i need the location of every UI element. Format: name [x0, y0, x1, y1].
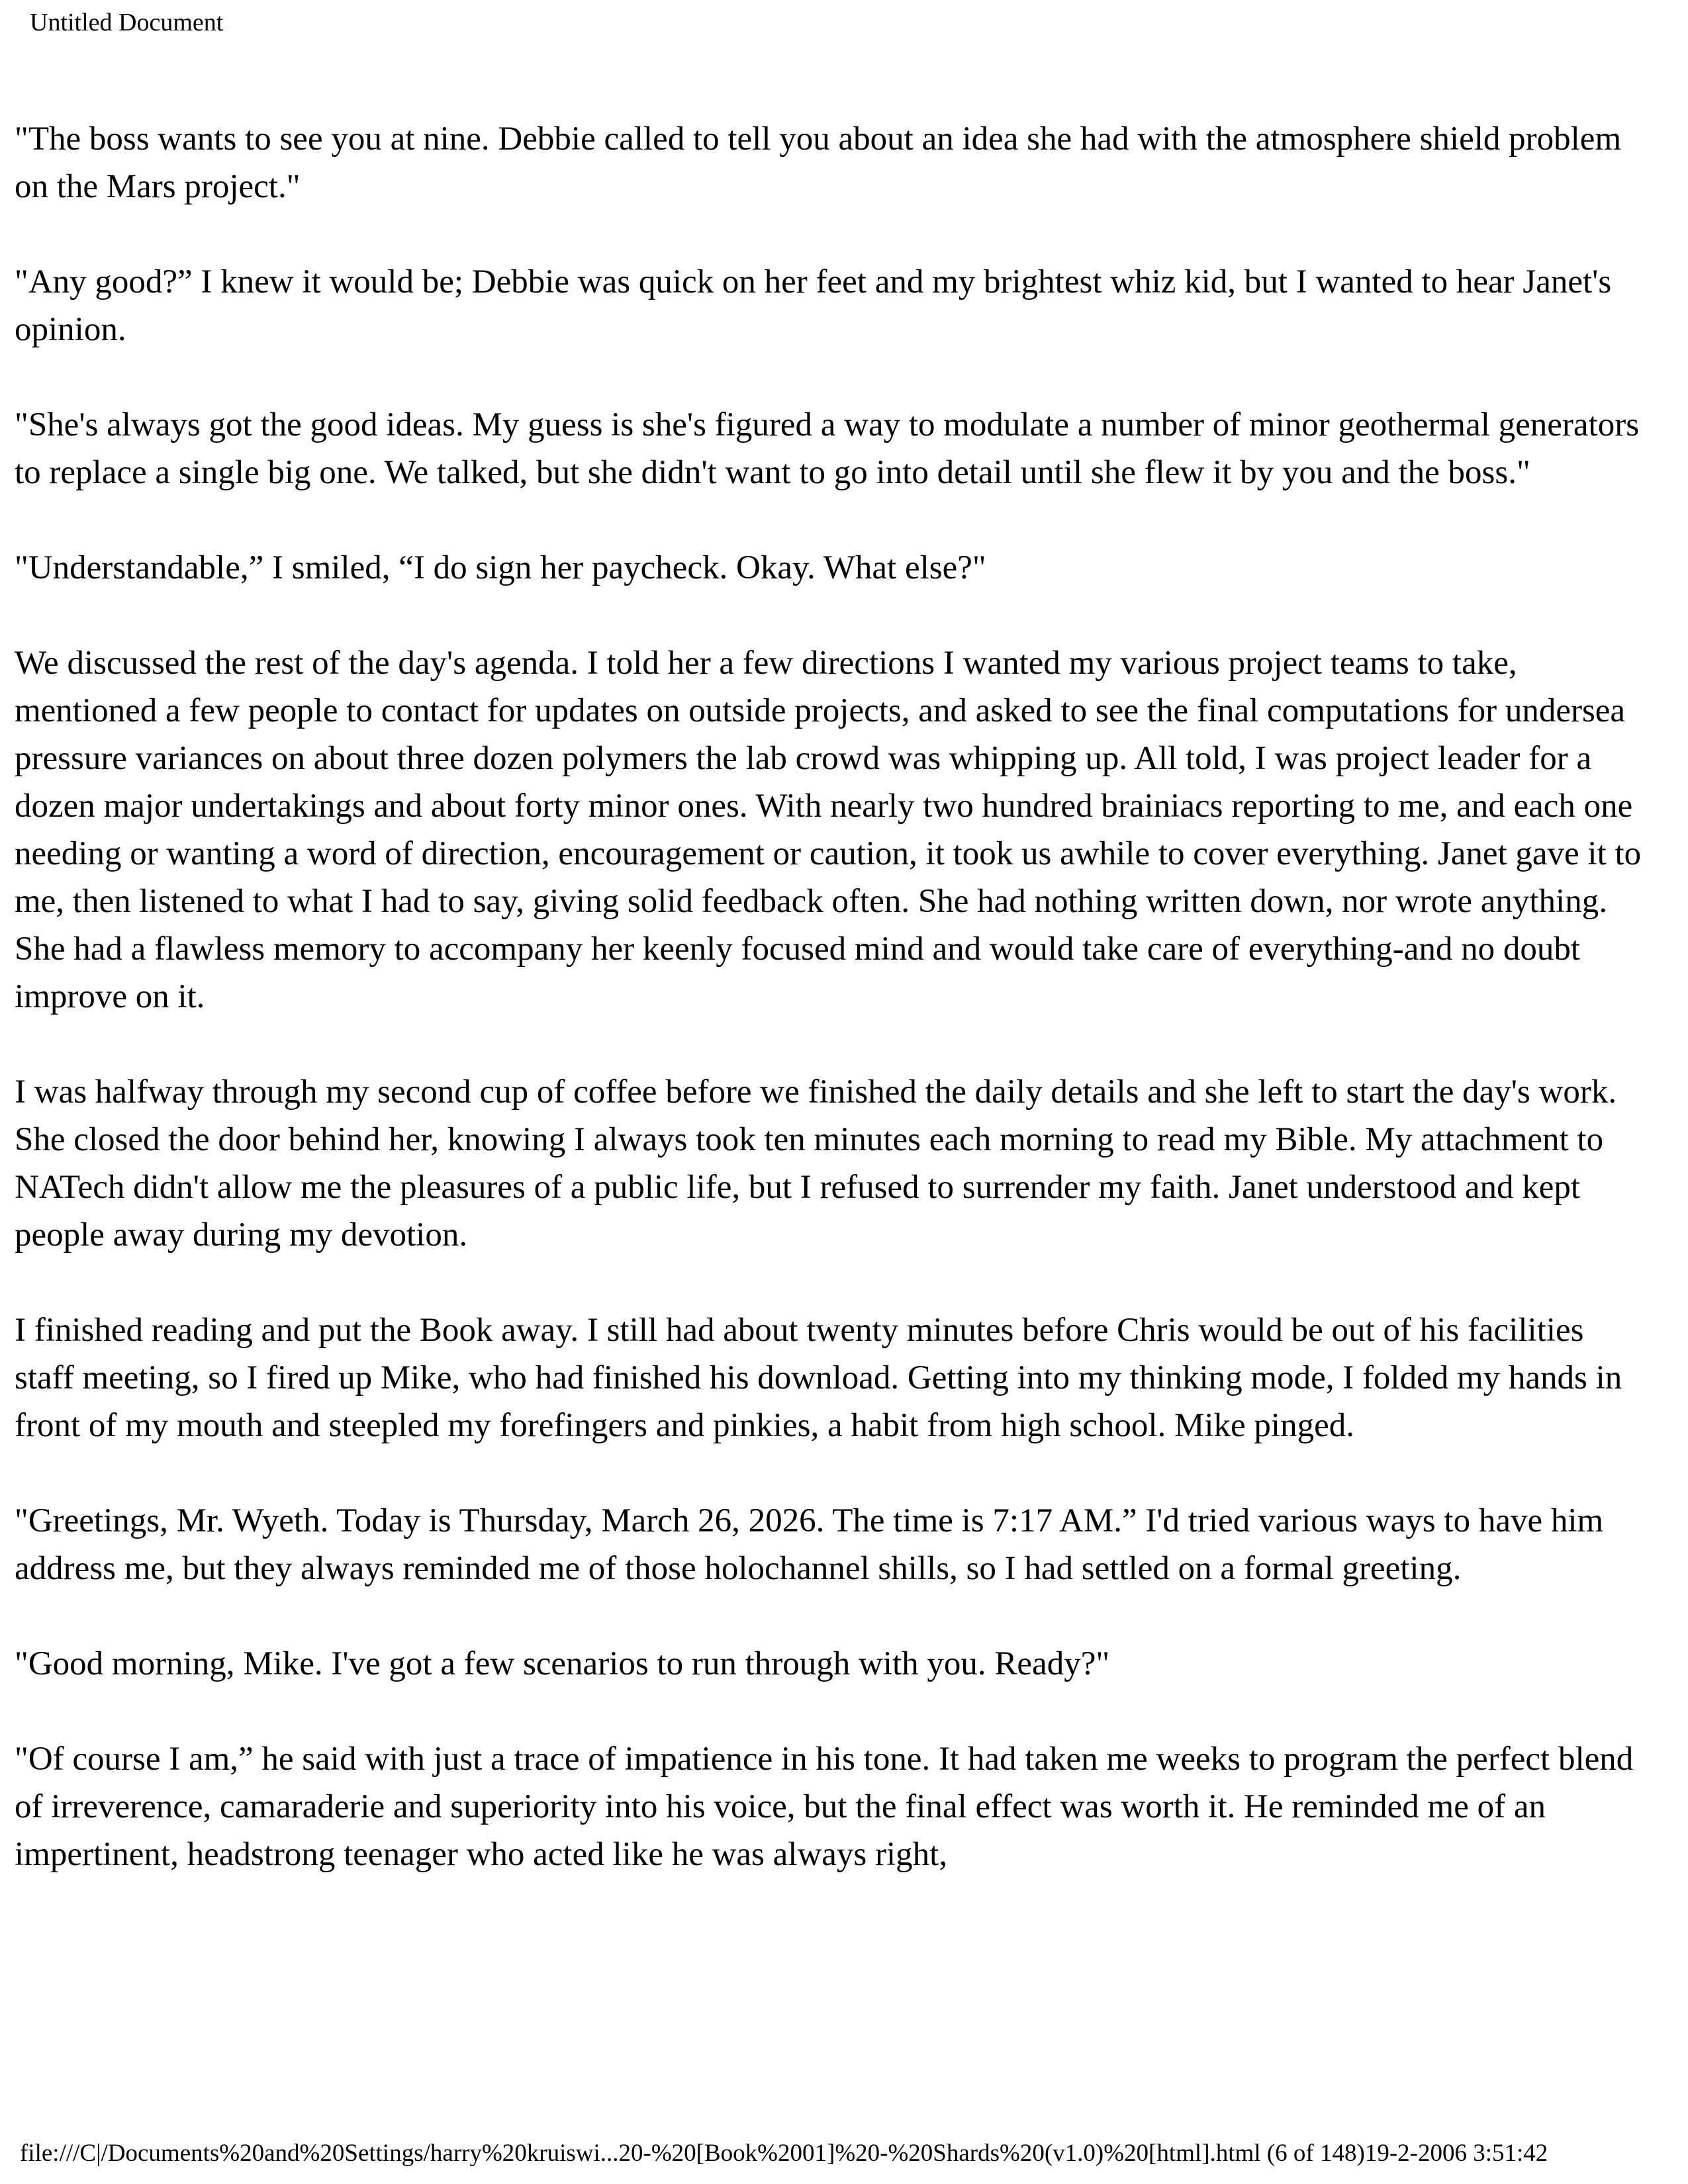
print-footer-url-and-page-info: file:///C|/Documents%20and%20Settings/harry%20kruiswi...20-%20[Book%2001]%20-%20Shards%20(v1.0)%20[html].html (6 of 148)19-2-2006 3:51:42 — [20, 2140, 1548, 2167]
paragraph: "The boss wants to see you at nine. Debbie called to tell you about an idea she had with the atmosphere shield problem on the Mars project." — [15, 120, 1622, 205]
paragraph: We discussed the rest of the day's agenda. I told her a few directions I wanted my various project teams to take, mentioned a few people to contact for updates on outside projects, and asked to see the final computations for undersea pressure variances on about three dozen polymers the lab crowd was whipping up. All told, I was project leader for a dozen major undertakings and about forty minor ones. With nearly two hundred brainiacs reporting to me, and each one needing or wanting a word of direction, encouragement or caution, it took us awhile to cover everything. Janet gave it to me, then listened to what I had to say, giving solid feedback often. She had nothing written down, nor wrote anything. She had a flawless memory to accompany her keenly focused mind and would take care of everything-and no doubt improve on it. — [15, 645, 1642, 1015]
print-header-title: Untitled Document — [30, 9, 224, 36]
paragraph: "Of course I am,” he said with just a trace of impatience in his tone. It had taken me weeks to program the perfect blend of irreverence, camaraderie and superiority into his voice, but the final effect was worth it. He reminded me of an impertinent, headstrong teenager who acted like he was always right, — [15, 1741, 1634, 1873]
paragraph: "Any good?” I knew it would be; Debbie was quick on her feet and my brightest whiz kid, but I wanted to hear Janet's opinion. — [15, 263, 1612, 348]
paragraph: "She's always got the good ideas. My guess is she's figured a way to modulate a number of minor geothermal generators to replace a single big one. We talked, but she didn't want to go into detail until she flew it by you and the boss." — [15, 406, 1640, 491]
paragraph: "Greetings, Mr. Wyeth. Today is Thursday, March 26, 2026. The time is 7:17 AM.” I'd tried various ways to have him address me, but they always reminded me of those holochannel shills, so I had settled on a formal greeting. — [15, 1502, 1604, 1587]
paragraph: I finished reading and put the Book away. I still had about twenty minutes before Chris would be out of his facilities staff meeting, so I fired up Mike, who had finished his download. Getting into my thinking mode, I folded my hands in front of my mouth and steepled my forefingers and pinkies, a habit from high school. Mike pinged. — [15, 1312, 1622, 1444]
paragraph: "Understandable,” I smiled, “I do sign her paycheck. Okay. What else?" — [15, 549, 986, 586]
paragraph: I was halfway through my second cup of coffee before we finished the daily details and she left to start the day's work. She closed the door behind her, knowing I always took ten minutes each morning to read my Bible. My attachment to NATech didn't allow me the pleasures of a public life, but I refused to surrender my faith. Janet understood and kept people away during my devotion. — [15, 1073, 1617, 1253]
paragraph: "Good morning, Mike. I've got a few scenarios to run through with you. Ready?" — [15, 1645, 1110, 1682]
document-body — [15, 115, 1650, 1926]
